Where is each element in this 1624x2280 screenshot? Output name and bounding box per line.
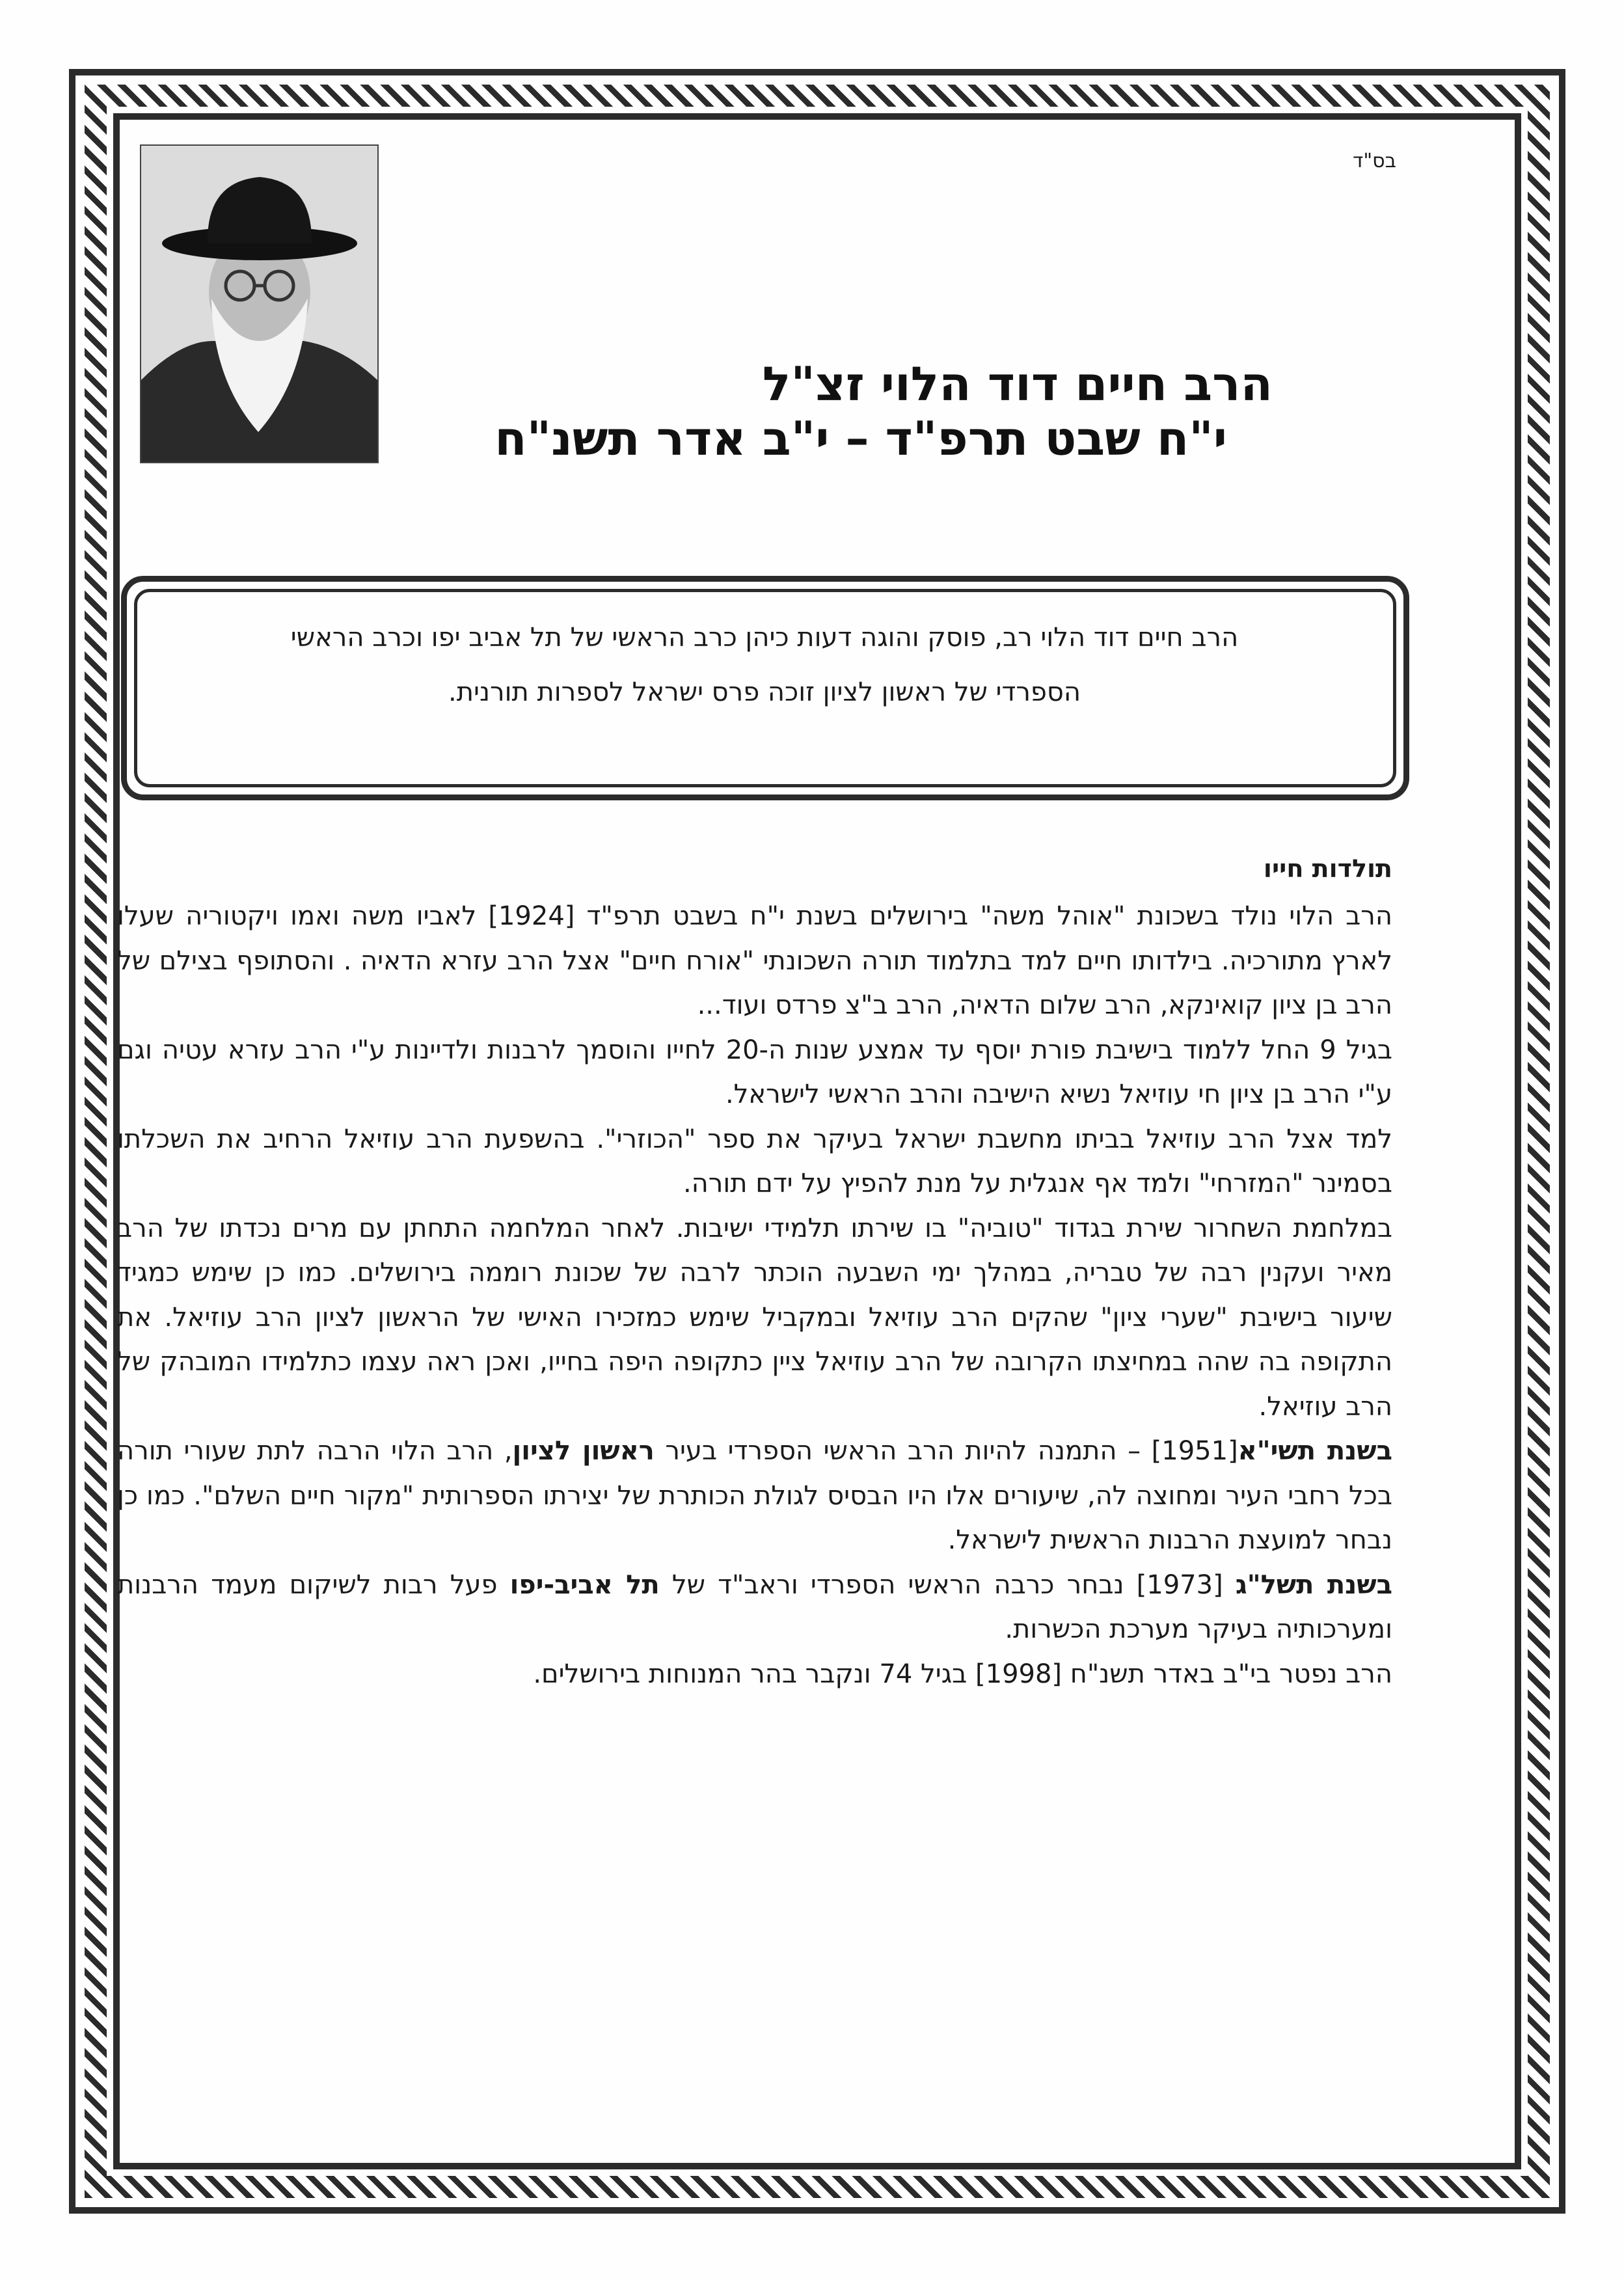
biography-heading: תולדות חייו: [1263, 854, 1392, 883]
paragraph-text: פעל רבות לשיקום מעמד הרבנות ומערכותיה בעיקר מערכת הכשרות.: [117, 1569, 1392, 1644]
biography-section: [117, 843, 1392, 1696]
title-name: הרב חיים דוד הלוי זצ"ל: [762, 357, 1273, 411]
summary-line-2: הספרדי של ראשון לציון זוכה פרס ישראל לספרות תורנית.: [448, 677, 1081, 707]
summary-line-1: הרב חיים דוד הלוי רב, פוסק והוגה דעות כיהן כרב הראשי של תל אביב יפו וכרב הראשי: [290, 623, 1239, 653]
biography-paragraph: [117, 1429, 1392, 1563]
biography-paragraph: [117, 1563, 1392, 1652]
biography-paragraph: הרב הלוי נולד בשכונת "אוהל משה" בירושלים בשנת י"ח בשבט תרפ"ד [1924] לאביו משה ואמו ויקטוריה שעלו לארץ מתורכיה. בילדותו חיים למד בתלמוד תורה השכונתי "אורח חיים" אצל הרב עזרא הדאיה . והסתופף בצילם של הרב בן ציון קואינקא, הרב שלום הדאיה, הרב ב"צ פרדס ועוד...: [117, 901, 1392, 1020]
biography-paragraph: בגיל 9 החל ללמוד בישיבת פורת יוסף עד אמצע שנות ה-20 לחייו והוסמך לרבנות ולדיינות ע"י הרב עזרא עטיה וגם ע"י הרב בן ציון חי עוזיאל נשיא הישיבה והרב הראשי לישראל.: [117, 1035, 1393, 1109]
biography-paragraph: הרב נפטר בי"ב באדר תשנ"ח [1998] בגיל 74 ונקבר בהר המנוחות בירושלים.: [533, 1659, 1392, 1689]
year-bold: בשנת תשל"ג: [1235, 1569, 1392, 1600]
title-dates: י"ח שבט תרפ"ד – י"ב אדר תשנ"ח: [494, 411, 1227, 466]
biography-paragraph: במלחמת השחרור שירת בגדוד "טוביה" בו שירתו תלמידי ישיבות. לאחר המלחמה התחתן עם מרים נכדתו של הרב מאיר ועקנין רבה של טבריה, במהלך ימי השבעה הוכתר לרבה של שכונת רוממה בירושלים. כמו כן שימש כמגיד שיעור בישיבת "שערי ציון" שהקים הרב עוזיאל ובמקביל שימש כמזכירו האישי של הראשון לציון הרב עוזיאל. את התקופה בה שהה במחיצתו הקרובה של הרב עוזיאל ציין כתקופה היפה בחייו, ואכן ראה עצמו כתלמידו המובהק של הרב עוזיאל.: [117, 1213, 1392, 1422]
paragraph-text: [1951] – התמנה להיות הרב הראשי הספרדי בעיר: [654, 1436, 1238, 1466]
rabbi-portrait-photo: [140, 144, 379, 463]
page-title: [362, 357, 1273, 466]
summary-text: [163, 610, 1366, 720]
city-bold: תל אביב-יפו: [509, 1569, 660, 1600]
paragraph-text: , הרב הלוי הרבה לתת שעורי תורה בכל רחבי העיר ומחוצה לה, שיעורים אלו היו הבסיס לגולת הכותרת של יצירתו הספרותית "מקור חיים השלם". כמו כן נבחר למועצת הרבנות הראשית לישראל.: [117, 1436, 1392, 1555]
city-bold: ראשון לציון: [512, 1436, 655, 1466]
paragraph-text: [1973] נבחר כרבה הראשי הספרדי וראב"ד של: [659, 1569, 1236, 1600]
year-bold: בשנת תשי"א: [1238, 1436, 1393, 1466]
biography-paragraph: למד אצל הרב עוזיאל בביתו מחשבת ישראל בעיקר את ספר "הכוזרי". בהשפעת הרב עוזיאל הרחיב את השכלתו בסמינר "המזרחי" ולמד אף אנגלית על מנת להפיץ על ידם תורה.: [117, 1124, 1392, 1199]
bsd-mark: בס"ד: [1353, 150, 1396, 172]
